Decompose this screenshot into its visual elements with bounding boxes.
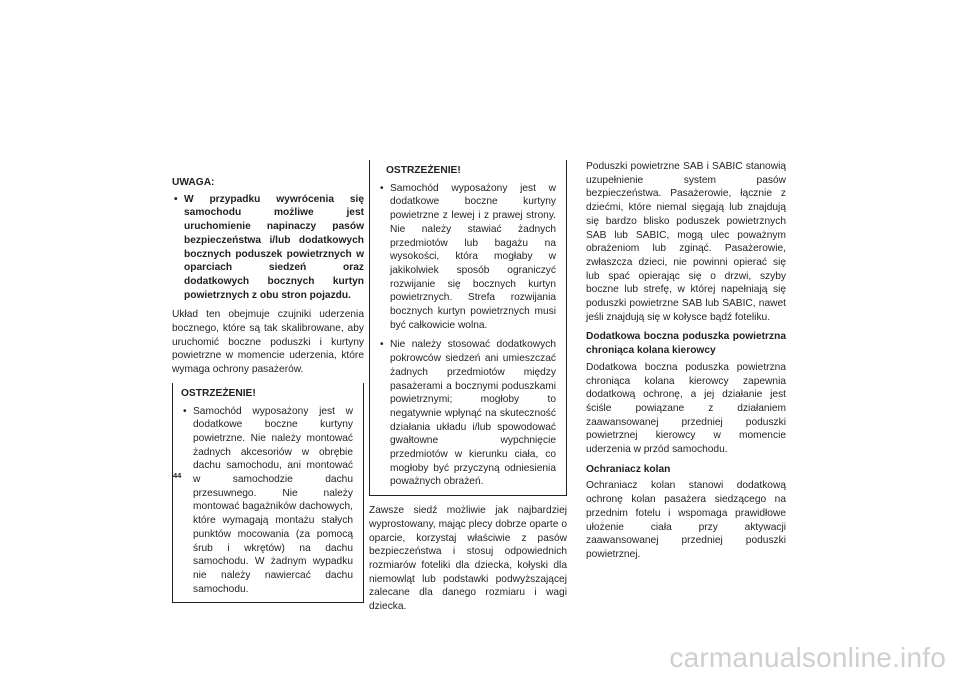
paragraph: Poduszki powietrzne SAB i SABIC stanowią uzupełnienie system pasów bezpieczeństwa. Pasażerowie, łącznie z dziećmi, które niemal sięgają lub znajdują się bardzo blisko poduszek powietrznych SAB lub SABIC, mogą ulec poważnym obrażeniom lub zginąć. Pasażerowie, zwłaszcza dzieci, nie powinni opierać się lub spać opierając się o drzwi, szyby boczne lub strefę, w której napełniają się poduszki powietrzne SAB lub SABIC, nawet jeśli znajdują się w kołysce bądź foteliku. [586, 161, 786, 323]
warning-bullet: • Nie należy stosować dodatkowych pokrowców siedzeń ani umieszczać żadnych przedmiotów między pasażerami a bocznymi poduszkami powietrznymi; mogłoby to negatywnie wpłynąć na skuteczność działania układu i/lub spowodować gwałtowne wypchnięcie przedmiotów w kierunku ciała, co mogłoby być przyczyną odniesienia poważnych obrażeń. [378, 338, 556, 489]
paragraph: Układ ten obejmuje czujniki uderzenia bocznego, które są tak skalibrowane, aby uruchomić boczne poduszki i kurtyny powietrzne w momencie uderzenia, które wymaga ochrony pasażerów. [172, 309, 364, 376]
note-heading: UWAGA: [172, 177, 215, 188]
watermark: carmanualsonline.info [669, 642, 946, 673]
warning-bullet: • Samochód wyposażony jest w dodatkowe boczne kurtyny powietrzne. Nie należy montować żadnych akcesoriów w obrębie dachu samochodu, ani montować w samochodzie dachu przesuwnego. Nie należy montować bagażników dachowych, które wymagają montażu stałych punktów mocowania (za pomocą śrub i wkrętów) na dachu samochodu. W żadnym wypadku nie należy nawiercać dachu samochodu. [181, 405, 353, 597]
warning-box [369, 160, 567, 496]
column-middle [369, 160, 567, 620]
section-heading: Dodatkowa boczna poduszka powietrzna chroniąca kolana kierowcy [586, 331, 786, 357]
paragraph: Dodatkowa boczna poduszka powietrzna chroniąca kolana kierowcy zapewnia dodatkową ochronę, a jej działanie jest ściśle powiązane z działaniem zaawansowanej przedniej poduszki powietrznej kierowcy w momencie uderzenia w przód samochodu. [586, 361, 786, 456]
paragraph: Ochraniacz kolan stanowi dodatkową ochronę kolan pasażera siedzącego na przednim fotelu i wspomaga prawidłowe ułożenie ciała przy aktywacji zaawansowanej przedniej poduszki powietrznej. [586, 480, 786, 560]
section-heading: Ochraniacz kolan [586, 463, 671, 475]
warning-box [172, 383, 364, 604]
warning-title: OSTRZEŻENIE! [181, 387, 256, 399]
warning-list [181, 405, 353, 597]
warning-title: OSTRZEŻENIE! [386, 165, 461, 176]
note-bullet: • W przypadku wywrócenia się samochodu możliwe jest uruchomienie napinaczy pasów bezpieczeństwa i/lub dodatkowych bocznych poduszek powietrznych w oparciach siedzeń oraz dodatkowych bocznych kurtyn powietrznych z obu stron pojazdu. [172, 193, 364, 303]
column-left [172, 176, 364, 611]
page-number: 44 [173, 471, 182, 480]
column-right [586, 160, 786, 568]
note-list [172, 193, 364, 303]
warning-list [378, 182, 556, 489]
warning-bullet: • Samochód wyposażony jest w dodatkowe boczne kurtyny powietrzne z lewej i z prawej strony. Nie należy stawiać żadnych przedmiotów lub bagażu na wysokości, która mogłaby w jakikolwiek sposób ograniczyć rozwijanie się bocznych kurtyn powietrznych. Strefa rozwijania bocznych kurtyn powietrznych musi być całkowicie wolna. [378, 182, 556, 333]
paragraph: Zawsze siedź możliwie jak najbardziej wyprostowany, mając plecy dobrze oparte o oparcie, korzystaj właściwie z pasów bezpieczeństwa i stosuj odpowiednich rozmiarów foteliki dla dziecka, kołyski dla niemowląt lub podstawki podwyższającej zalecane dla danego rozmiaru i wagi dziecka. [369, 505, 567, 613]
